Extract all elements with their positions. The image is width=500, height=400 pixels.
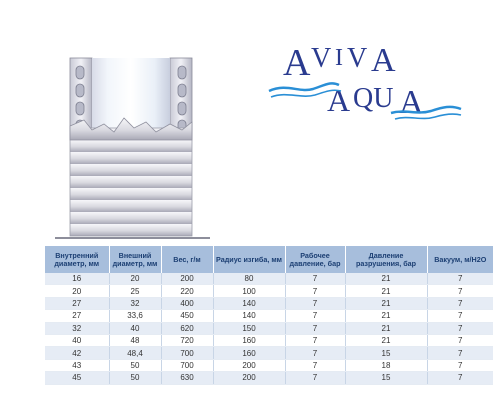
table-cell: 700 [161,359,213,371]
table-row [45,273,493,285]
table-cell: 21 [345,285,427,297]
table-cell: 80 [213,273,285,285]
table-cell: 21 [345,273,427,285]
table-cell: 40 [109,322,161,334]
table-cell: 32 [109,297,161,309]
table-cell: 7 [427,372,493,384]
table-cell: 20 [45,285,109,297]
table-cell: 21 [345,322,427,334]
table-cell: 7 [285,273,345,285]
corrugated-hose-body [70,128,192,236]
table-cell: 25 [109,285,161,297]
table-cell: 33,6 [109,310,161,322]
table-cell: 220 [161,285,213,297]
table-row [45,310,493,322]
column-header: Вакуум, м/H2O [427,246,493,273]
table-cell: 140 [213,310,285,322]
table-cell: 630 [161,372,213,384]
table-cell: 42 [45,347,109,359]
table-cell: 45 [45,372,109,384]
table-cell: 7 [427,285,493,297]
table-header-row [45,246,493,273]
table-cell: 200 [161,273,213,285]
table-row [45,322,493,334]
table-row [45,372,493,384]
aviva-aqua-logo [265,25,465,125]
column-header: Внутренний диаметр, мм [45,246,109,273]
table-cell: 21 [345,297,427,309]
table-cell: 200 [213,359,285,371]
table-row [45,347,493,359]
table-cell: 18 [345,359,427,371]
table-cell: 48,4 [109,347,161,359]
table-cell: 7 [427,334,493,346]
table-cell: 27 [45,297,109,309]
table-cell: 7 [427,347,493,359]
column-header: Вес, г/м [161,246,213,273]
table-cell: 7 [285,297,345,309]
table-cell: 21 [345,334,427,346]
logo-letter: I [335,45,343,71]
table-cell: 160 [213,347,285,359]
column-header: Внешний диаметр, мм [109,246,161,273]
table-row [45,285,493,297]
column-header: Давление разрушения, бар [345,246,427,273]
specifications-table [45,246,493,385]
table-cell: 450 [161,310,213,322]
table-cell: 400 [161,297,213,309]
table-cell: 50 [109,359,161,371]
table-cell: 7 [285,359,345,371]
table-cell: 160 [213,334,285,346]
table-cell: 620 [161,322,213,334]
table-cell: 40 [45,334,109,346]
table-cell: 7 [285,310,345,322]
logo-letter: A [327,82,351,118]
table-row [45,334,493,346]
table-cell: 16 [45,273,109,285]
table-cell: 50 [109,372,161,384]
table-cell: 150 [213,322,285,334]
table-cell: 21 [345,310,427,322]
table-cell: 720 [161,334,213,346]
table-cell: 7 [427,322,493,334]
table-cell: 27 [45,310,109,322]
table-cell: 7 [427,310,493,322]
table-cell: 15 [345,347,427,359]
logo-letter: QU [353,83,394,114]
table-cell: 7 [285,372,345,384]
table-cell: 7 [427,273,493,285]
table-cell: 7 [427,297,493,309]
table-row [45,359,493,371]
table-cell: 43 [45,359,109,371]
table-cell: 20 [109,273,161,285]
logo-letter: A [399,84,424,121]
logo-letter: A [371,42,396,79]
table-cell: 7 [285,285,345,297]
column-header: Радиус изгиба, мм [213,246,285,273]
table-cell: 140 [213,297,285,309]
column-header: Рабочее давление, бар [285,246,345,273]
table-row [45,297,493,309]
table-cell: 7 [285,322,345,334]
logo-letter: A [283,42,311,84]
table-cell: 48 [109,334,161,346]
logo-letter: V [311,43,332,74]
table-cell: 200 [213,372,285,384]
table-cell: 100 [213,285,285,297]
logo-letter: V [347,43,368,74]
table-cell: 7 [285,347,345,359]
table-cell: 7 [285,334,345,346]
table-cell: 7 [427,359,493,371]
table-cell: 700 [161,347,213,359]
table-cell: 32 [45,322,109,334]
table-cell: 15 [345,372,427,384]
